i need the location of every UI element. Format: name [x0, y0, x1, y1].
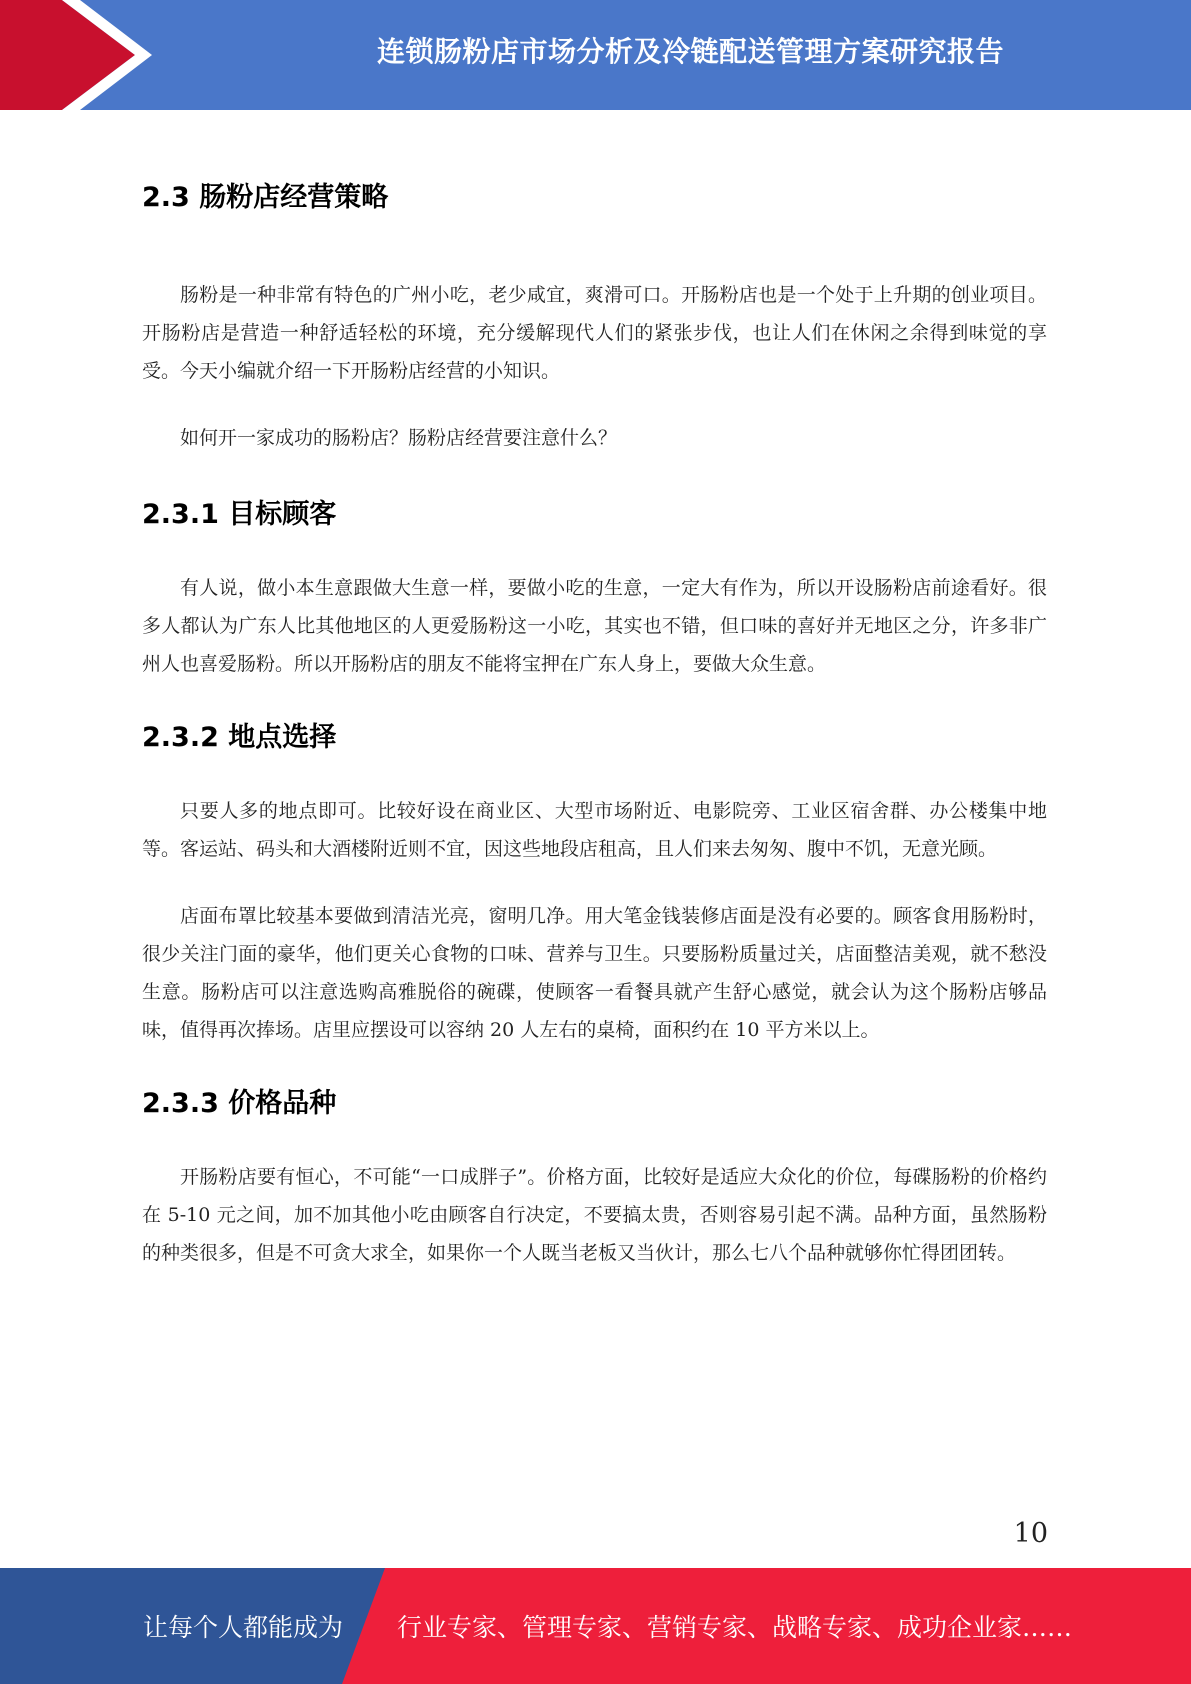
footer-slogan-left: 让每个人都能成为 [143, 1613, 344, 1642]
section-heading-2-3: 2.3 肠粉店经营策略 [142, 182, 389, 213]
section-heading-2-3-1: 2.3.1 目标顾客 [142, 499, 337, 530]
paragraph: 如何开一家成功的肠粉店？肠粉店经营要注意什么？ [180, 427, 618, 449]
paragraph: 肠粉是一种非常有特色的广州小吃，老少咸宜，爽滑可口。开肠粉店也是一个处于上升期的创业项目。开肠粉店是营造一种舒适轻松的环境，充分缓解现代人们的紧张步伐，也让人们在休闲之余得到味觉的享受。今天小编就介绍一下开肠粉店经营的小知识。 [142, 284, 1047, 382]
header-title: 连锁肠粉店市场分析及冷链配送管理方案研究报告 [376, 35, 1004, 68]
paragraph: 只要人多的地点即可。比较好设在商业区、大型市场附近、电影院旁、工业区宿舍群、办公楼集中地等。客运站、码头和大酒楼附近则不宜，因这些地段店租高，且人们来去匆匆、腹中不饥，无意光顾。 [142, 800, 1047, 860]
footer-slogan-right: 行业专家、管理专家、营销专家、战略专家、成功企业家…… [397, 1613, 1073, 1642]
paragraph: 开肠粉店要有恒心，不可能“一口成胖子”。价格方面，比较好是适应大众化的价位，每碟肠粉的价格约在 5-10 元之间，加不加其他小吃由顾客自行决定，不要搞太贵，否则容易引起不满。品种方面，虽然肠粉的种类很多，但是不可贪大求全，如果你一个人既当老板又当伙计，那么七八个品种就够你忙得团团转。 [142, 1166, 1047, 1264]
page-number: 10 [1013, 1518, 1048, 1549]
paragraph: 店面布罩比较基本要做到清洁光亮，窗明几净。用大笔金钱装修店面是没有必要的。顾客食用肠粉时，很少关注门面的豪华，他们更关心食物的口味、营养与卫生。只要肠粉质量过关，店面整洁美观，就不愁没生意。肠粉店可以注意选购高雅脱俗的碗碟，使顾客一看餐具就产生舒心感觉，就会认为这个肠粉店够品味，值得再次捧场。店里应摆设可以容纳 20 人左右的桌椅，面积约在 10 平方米以上。 [142, 905, 1047, 1041]
section-heading-2-3-2: 2.3.2 地点选择 [142, 722, 337, 753]
page-header [0, 0, 1191, 110]
paragraph: 有人说，做小本生意跟做大生意一样，要做小吃的生意，一定大有作为，所以开设肠粉店前途看好。很多人都认为广东人比其他地区的人更爱肠粉这一小吃，其实也不错，但口味的喜好并无地区之分，许多非广州人也喜爱肠粉。所以开肠粉店的朋友不能将宝押在广东人身上，要做大众生意。 [142, 577, 1047, 675]
main-content [142, 175, 1047, 1272]
page-footer [0, 1568, 1191, 1684]
section-heading-2-3-3: 2.3.3 价格品种 [142, 1088, 337, 1119]
